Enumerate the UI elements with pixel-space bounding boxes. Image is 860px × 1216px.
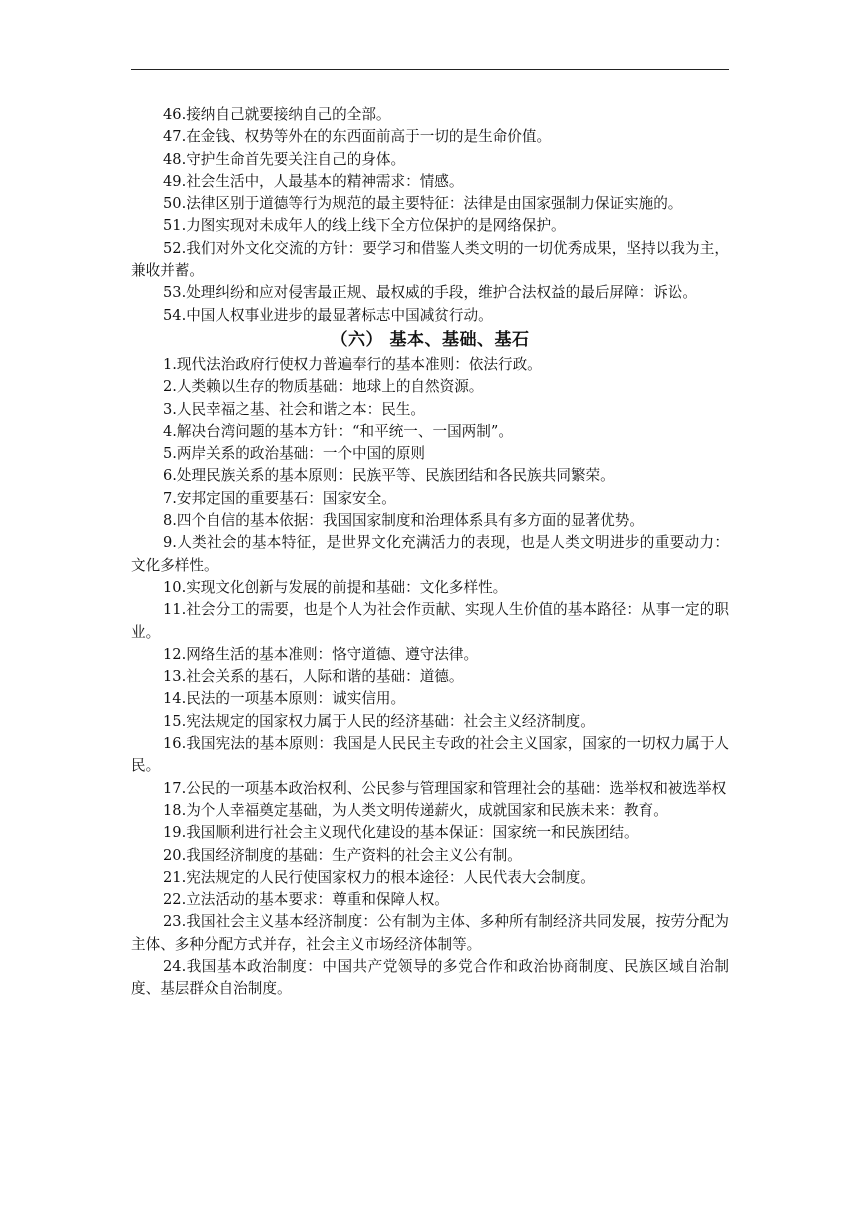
section-title: （六） 基本、基础、基石 [330, 329, 530, 350]
items-after-list [131, 354, 729, 1001]
list-item: 23.我国社会主义基本经济制度：公有制为主体、多种所有制经济共同发展，按劳分配为主体、多种分配方式并存，社会主义市场经济体制等。 [131, 913, 729, 953]
list-item: 16.我国宪法的基本原则：我国是人民民主专政的社会主义国家，国家的一切权力属于人民。 [131, 735, 729, 775]
header-rule [131, 69, 729, 70]
items-before-list [131, 104, 729, 327]
list-item: 9.人类社会的基本特征，是世界文化充满活力的表现，也是人类文明进步的重要动力：文化多样性。 [131, 534, 729, 574]
list-item: 20.我国经济制度的基础：生产资料的社会主义公有制。 [163, 846, 522, 864]
list-item: 46.接纳自己就要接纳自己的全部。 [163, 106, 391, 123]
list-item: 54.中国人权事业进步的最显著标志中国减贫行动。 [163, 306, 493, 324]
list-item: 53.处理纠纷和应对侵害最正规、最权威的手段，维护合法权益的最后屏障：诉讼。 [163, 284, 697, 302]
list-item: 48.守护生命首先要关注自己的身体。 [163, 150, 406, 168]
list-item: 13.社会关系的基石，人际和谐的基础：道德。 [163, 668, 464, 686]
list-item: 10.实现文化创新与发展的前提和基础：文化多样性。 [163, 578, 508, 596]
list-item: 4.解决台湾问题的基本方针：“和平统一、一国两制”。 [163, 422, 513, 440]
list-item: 7.安邦定国的重要基石：国家安全。 [163, 489, 396, 507]
document-body [131, 104, 729, 1001]
list-item: 5.两岸关系的政治基础：一个中国的原则 [163, 445, 426, 463]
list-item: 8.四个自信的基本依据：我国国家制度和治理体系具有多方面的显著优势。 [163, 512, 644, 530]
list-item: 49.社会生活中，人最基本的精神需求：情感。 [163, 172, 464, 190]
list-item: 50.法律区别于道德等行为规范的最主要特征：法律是由国家强制力保证实施的。 [163, 195, 683, 213]
list-item: 15.宪法规定的国家权力属于人民的经济基础：社会主义经济制度。 [163, 712, 595, 730]
list-item: 22.立法活动的基本要求：尊重和保障人权。 [163, 891, 449, 909]
list-item: 1.现代法治政府行使权力普遍奉行的基本准则：依法行政。 [163, 355, 542, 373]
list-item: 21.宪法规定的人民行使国家权力的根本途径：人民代表大会制度。 [163, 868, 595, 886]
list-item: 24.我国基本政治制度：中国共产党领导的多党合作和政治协商制度、民族区域自治制度、基层群众自治制度。 [131, 957, 729, 998]
list-item: 52.我们对外文化交流的方针：要学习和借鉴人类文明的一切优秀成果，坚持以我为主，兼收并蓄。 [131, 239, 729, 280]
list-item: 3.人民幸福之基、社会和谐之本：民生。 [163, 400, 426, 418]
list-item: 6.处理民族关系的基本原则：民族平等、民族团结和各民族共同繁荣。 [163, 467, 615, 485]
list-item: 11.社会分工的需要，也是个人为社会作贡献、实现人生价值的基本路径：从事一定的职业。 [131, 601, 729, 641]
list-item: 14.民法的一项基本原则：诚实信用。 [163, 690, 406, 708]
list-item: 47.在金钱、权势等外在的东西面前高于一切的是生命价值。 [163, 128, 552, 146]
list-item: 51.力图实现对未成年人的线上线下全方位保护的是网络保护。 [163, 217, 566, 235]
list-item: 2.人类赖以生存的物质基础：地球上的自然资源。 [163, 378, 484, 396]
list-item: 19.我国顺利进行社会主义现代化建设的基本保证：国家统一和民族团结。 [163, 824, 639, 842]
list-item: 18.为个人幸福奠定基础，为人类文明传递薪火，成就国家和民族未来：教育。 [163, 801, 668, 819]
list-item: 12.网络生活的基本准则：恪守道德、遵守法律。 [163, 645, 479, 663]
list-item: 17.公民的一项基本政治权利、公民参与管理国家和管理社会的基础：选举权和被选举权 [163, 779, 727, 797]
